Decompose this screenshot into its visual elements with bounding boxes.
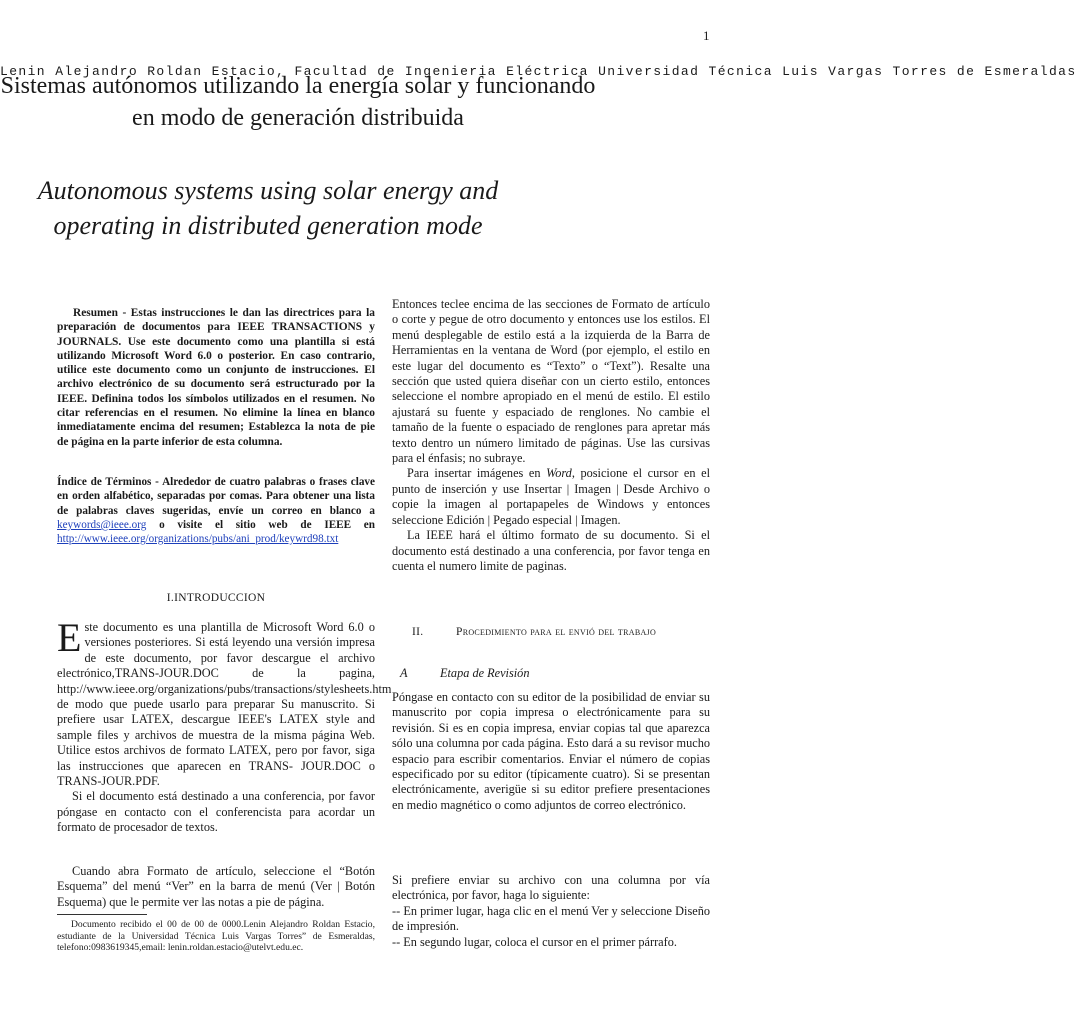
abstract: Resumen - Estas instrucciones le dan las directrices para la preparación de documentos para IEEE TRANSACTIONS y JOURNALS. Use este documento como una plantilla si está utilizando Microsoft Word 6.0 o posterior. En caso contrario, utilice este documento como un conjunto de instrucciones. El archivo electrónico de su documento será estructurado por la IEEE. Definina todos los símbolos utilizados en el resumen. No citar referencias en el resumen. No elimine la línea en blanco inmediatamente encima del resumen; Establezca la nota de pie de página en la parte inferior de esta columna. (57, 307, 375, 448)
index-terms-middle: o visite el sitio web de IEEE en (159, 518, 375, 531)
electronic-submission-paragraph: Si prefiere enviar su archivo con una columna por vía electrónica, por favor, haga lo siguiente: (392, 873, 710, 903)
subsection-title: Etapa de Revisión (440, 666, 530, 680)
title-spanish: Sistemas autónomos utilizando la energía solar y funcionando en modo de generación distribuida (0, 73, 596, 131)
drop-cap: E (57, 615, 82, 660)
word-emphasis: Word (546, 466, 572, 481)
title-english: Autonomous systems using solar energy and operating in distributed generation mode (37, 176, 499, 240)
subsection-heading-review (400, 666, 529, 681)
step-one: -- En primer lugar, haga clic en el menú Ver y seleccione Diseño de impresión. (392, 903, 710, 934)
section-heading-introduction: I.INTRODUCCION (166, 592, 266, 604)
section-title: Procedimiento para el envió del trabajo (456, 626, 657, 638)
right-column-top (392, 297, 710, 574)
images-text-b: , posicione el cursor en el punto de inserción y use Insertar | Imagen | Desde Archivo o copie la imagen al portapapeles de Windows y entonces seleccione Edición | Pegado especial | Imagen. (392, 466, 710, 527)
introduction-body (57, 615, 392, 836)
images-paragraph (392, 466, 710, 528)
styles-paragraph: Entonces teclee encima de las secciones de Formato de artículo o corte y pegue de otro documento y entonces use los estilos. El menú desplegable de estilo está a la izquierda de la Barra de Herramientas en la ventana de Word (por ejemplo, el estilo en este lugar del documento es “Texto” o “Text”). Resalte una sección que usted quiera diseñar con un cierto estilo, entonces seleccione el nombre apropiado en el menú de estilo. El estilo ajustará su fuente y espaciado de renglones. No cambie el tamaño de la fuente o espaciado de renglones para apretar más texto dentro un número limitado de páginas. Use las cursivas para el énfasis; no subraye. (392, 297, 710, 466)
keywords-url-link[interactable]: http://www.ieee.org/organizations/pubs/ani_prod/keywrd98.txt (57, 533, 339, 546)
ieee-format-paragraph: La IEEE hará el último formato de su documento. Si el documento está destinado a una conferencia, por favor tenga en cuenta el numero limite de paginas. (392, 528, 710, 573)
step-two: -- En segundo lugar, coloca el cursor en el primer párrafo. (392, 934, 677, 949)
right-column-bottom (392, 873, 710, 950)
subsection-number: A (400, 666, 408, 680)
intro-text: ste documento es una plantilla de Microsoft Word 6.0 o versiones posteriores. Si está leyendo una versión impresa de este documento, por favor descargue el archivo electrónico,TRANS-JOUR.DOC de la pagina, http://www.ieee.org/organizations/pubs/transactions/stylesheets.htm de modo que puede usarlo para preparar Su manuscrito. Si prefiere usar LATEX, descargue IEEE's LATEX style and sample files y archivos de muestra de la misma página Web. Utilice estos archivos de formato LATEX, pero por favor, siga las instrucciones que aparecen en TRANS- JOUR.DOC o TRANS-JOUR.PDF. (57, 620, 392, 789)
section-number: II. (412, 626, 424, 638)
images-text-a: Para insertar imágenes en (407, 466, 541, 481)
index-terms (57, 475, 375, 546)
intro-paragraph-3: Cuando abra Formato de artículo, seleccione el “Botón Esquema” del menú “Ver” en la barra de menú (Ver | Botón Esquema) que le permite ver las notas a pie de página. (57, 864, 375, 909)
page-number: 1 (703, 28, 710, 43)
footnote: Documento recibido el 00 de 00 de 0000.Lenin Alejandro Roldan Estacio, estudiante de la Universidad Técnica Luis Vargas Torres” de Esmeraldas, telefono:0983619345,email: lenin.roldan.estacio@utelvt.edu.ec. (57, 919, 375, 954)
intro-paragraph (57, 615, 392, 789)
section-heading-procedure (412, 626, 712, 638)
keywords-email-link[interactable]: keywords@ieee.org (57, 518, 147, 531)
intro-paragraph-2: Si el documento está destinado a una conferencia, por favor póngase en contacto con el conferencista para acordar un formato de procesador de textos. (57, 789, 375, 835)
review-paragraph: Póngase en contacto con su editor de la posibilidad de enviar su manuscrito por copia impresa o electrónicamente para su revisión. Si es en copia impresa, enviar copias tal que aparezca sólo una columna por cada página. Esto dará a su revisor mucho espacio para escribir comentarios. Enviar el número de copias especificado por su editor (típicamente cuatro). Si se presentan electrónicamente, averigüe si su editor prefiere presentaciones en medio magnético o como adjuntos de correo electrónico. (392, 690, 710, 812)
author-affiliation: Lenin Alejandro Roldan Estacio, Facultad de Ingenieria Eléctrica Universidad Técnica Luis Vargas Torres de Esmeraldas (0, 64, 1077, 79)
footnote-rule (57, 914, 147, 915)
index-terms-text: Índice de Términos - Alrededor de cuatro palabras o frases clave en orden alfabético, separadas por comas. Para obtener una lista de palabras claves sugeridas, envíe un correo en blanco a (57, 476, 375, 517)
